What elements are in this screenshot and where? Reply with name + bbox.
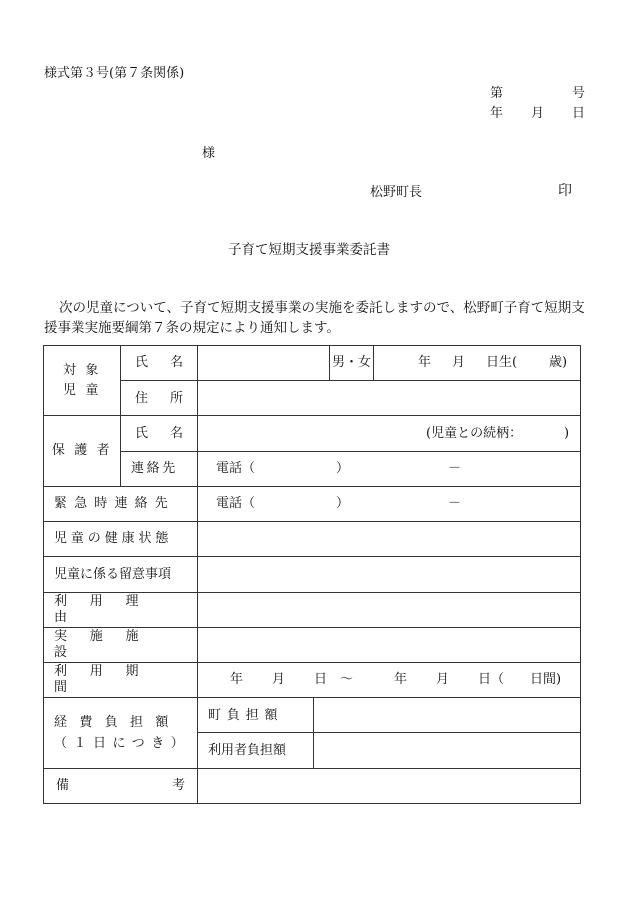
age-label: 歳) bbox=[549, 355, 568, 371]
town-share-field[interactable] bbox=[314, 698, 581, 733]
birth-year-label: 年 bbox=[418, 355, 432, 371]
guardian-contact-label-cell: 連絡先 bbox=[121, 451, 198, 486]
addressee-suffix: 様 bbox=[202, 146, 216, 161]
reason-label: 利用理由 bbox=[44, 592, 198, 627]
guardian-label: 保 護 者 bbox=[44, 416, 121, 486]
birth-date-field[interactable] bbox=[374, 346, 581, 381]
document-date bbox=[490, 107, 585, 120]
guardian-phone-prefix: 電話（ bbox=[216, 460, 256, 476]
relation-close: ) bbox=[564, 425, 570, 441]
issuer-name: 松野町長 bbox=[370, 185, 423, 200]
date-year: 年 bbox=[490, 106, 504, 121]
guardian-name-row bbox=[44, 416, 581, 451]
notes-label: 児童に係る留意事項 bbox=[44, 557, 198, 592]
intro-line-2: 援事業実施要綱第７条の規定により通知します。 bbox=[44, 320, 340, 336]
guardian-name-label-1: 氏 bbox=[135, 425, 149, 441]
remarks-label-1: 備 bbox=[56, 778, 70, 794]
health-row bbox=[44, 522, 581, 557]
emergency-phone-dash: － bbox=[448, 495, 462, 511]
intro-line-1: 次の児童について、子育て短期支援事業の実施を委託しますので、松野町子育て短期支 bbox=[59, 300, 585, 316]
child-label: 対 象 児 童 bbox=[44, 346, 121, 416]
period-tilde: ～ bbox=[340, 672, 354, 688]
child-name-field[interactable] bbox=[198, 346, 330, 381]
period-end-month: 月 bbox=[436, 672, 450, 688]
health-label: 児童の健康状態 bbox=[44, 522, 198, 557]
reason-field[interactable] bbox=[198, 592, 581, 627]
guardian-phone-dash: － bbox=[448, 460, 462, 476]
guardian-contact-row bbox=[44, 451, 581, 486]
cost-label-line-1: 経費負担額 bbox=[54, 715, 181, 731]
notes-field[interactable] bbox=[198, 557, 581, 592]
document-title: 子育て短期支援事業委託書 bbox=[228, 242, 390, 258]
seal-mark: 印 bbox=[558, 183, 572, 199]
child-address-label-1: 住 bbox=[135, 390, 149, 406]
remarks-label-cell bbox=[44, 768, 198, 803]
document-number-suffix: 号 bbox=[571, 86, 585, 101]
relation-label: (児童との続柄： bbox=[426, 425, 523, 441]
notes-row bbox=[44, 557, 581, 592]
period-label: 利用期間 bbox=[44, 662, 198, 697]
document-number-prefix: 第 bbox=[490, 86, 504, 101]
gender-selector[interactable]: 男・女 bbox=[330, 346, 374, 381]
guardian-name-label-cell bbox=[121, 416, 198, 451]
period-start-day: 日 bbox=[314, 672, 328, 688]
date-month: 月 bbox=[530, 106, 544, 121]
facility-label: 実施施設 bbox=[44, 627, 198, 662]
facility-field[interactable] bbox=[198, 627, 581, 662]
user-share-label: 利用者負担額 bbox=[198, 733, 314, 768]
guardian-phone-close: ） bbox=[336, 460, 350, 476]
emergency-contact-row bbox=[44, 486, 581, 521]
emergency-phone-close: ） bbox=[336, 495, 350, 511]
guardian-name-label-2: 名 bbox=[169, 425, 183, 441]
cost-label bbox=[44, 698, 198, 768]
birth-day-label: 日生( bbox=[486, 355, 518, 371]
period-start-month: 月 bbox=[272, 672, 286, 688]
remarks-label-2: 考 bbox=[171, 778, 185, 794]
cost-town-row bbox=[44, 698, 581, 733]
emergency-phone-field[interactable] bbox=[198, 486, 581, 521]
period-start-year: 年 bbox=[230, 672, 244, 688]
emergency-phone-prefix: 電話（ bbox=[216, 495, 256, 511]
child-address-row bbox=[44, 381, 581, 416]
emergency-label: 緊急時連絡先 bbox=[44, 486, 198, 521]
health-field[interactable] bbox=[198, 522, 581, 557]
child-name-label-2: 名 bbox=[169, 355, 183, 371]
child-address-label-2: 所 bbox=[169, 390, 183, 406]
child-name-row bbox=[44, 346, 581, 381]
child-name-label-1: 氏 bbox=[135, 355, 149, 371]
child-address-label-cell bbox=[121, 381, 198, 416]
town-share-label: 町負担額 bbox=[198, 698, 314, 733]
facility-row bbox=[44, 627, 581, 662]
period-row bbox=[44, 662, 581, 697]
cost-label-line-2: （１日につき） bbox=[54, 736, 191, 752]
period-days: 日間) bbox=[530, 672, 562, 688]
child-address-field[interactable] bbox=[198, 381, 581, 416]
guardian-phone-field[interactable] bbox=[198, 451, 581, 486]
date-day: 日 bbox=[571, 106, 585, 121]
form-table bbox=[43, 345, 581, 804]
user-share-field[interactable] bbox=[314, 733, 581, 768]
form-number: 様式第３号(第７条関係) bbox=[44, 66, 185, 81]
period-end-day: 日（ bbox=[478, 672, 505, 688]
child-name-label-cell bbox=[121, 346, 198, 381]
period-end-year: 年 bbox=[394, 672, 408, 688]
birth-month-label: 月 bbox=[452, 355, 466, 371]
guardian-name-field[interactable] bbox=[198, 416, 581, 451]
remarks-row bbox=[44, 768, 581, 803]
document-number bbox=[490, 87, 585, 100]
remarks-field[interactable] bbox=[198, 768, 581, 803]
period-field[interactable] bbox=[198, 662, 581, 697]
reason-row bbox=[44, 592, 581, 627]
